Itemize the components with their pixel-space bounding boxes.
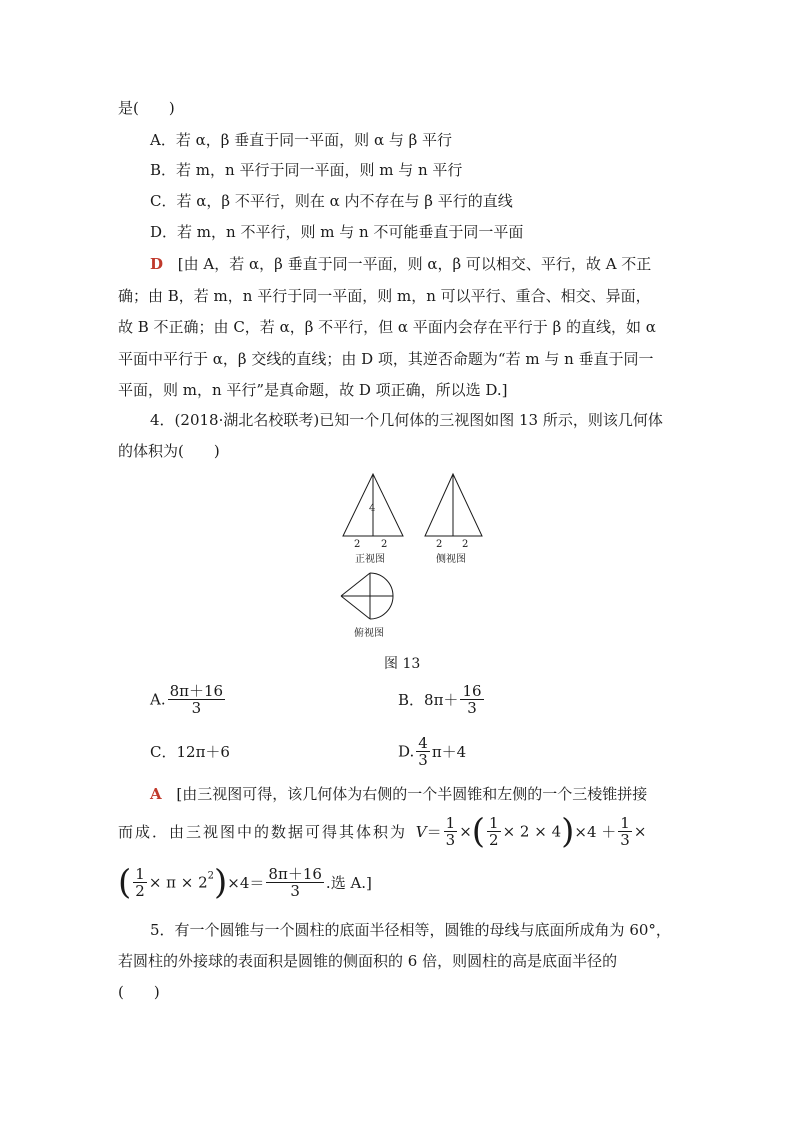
fraction-denominator: 2: [489, 831, 499, 849]
front-view-caption: 正视图: [355, 554, 385, 565]
side-base-right-label: 2: [462, 539, 469, 550]
q4-stem-1: 4．(2018·湖北名校联考)已知一个几何体的三视图如图 13 所示，则该几何体: [150, 411, 663, 429]
side-view: [425, 474, 482, 536]
formula-eq: ＝: [426, 823, 442, 841]
fraction-numerator: 8π＋16: [268, 865, 322, 883]
figure-caption: 图 13: [384, 656, 421, 672]
left-paren: (: [118, 862, 132, 903]
q4-option-b-label: B．: [398, 691, 425, 709]
q3-answer-line: [150, 254, 651, 274]
fraction-denominator: 3: [191, 699, 202, 717]
q4-option-a-label: A.: [150, 690, 166, 709]
left-paren: (: [471, 811, 486, 852]
q3-stem-tail: 是( ): [118, 99, 175, 117]
q4-option-d-label: D.: [398, 742, 415, 761]
front-height-label: 4: [369, 503, 376, 514]
fraction-denominator: 3: [445, 831, 456, 849]
q3-explanation-3: 故 B 不正确；由 C，若 α，β 不平行，但 α 平面内会存在平行于 β 的直线，如 α: [118, 318, 656, 336]
fraction-numerator: 1: [135, 865, 145, 883]
q3-option-c: C．若 α，β 不平行，则在 α 内不存在与 β 平行的直线: [150, 192, 513, 210]
q4-option-b-fraction: [460, 683, 483, 716]
q4-explanation-2-text: 而成．由三视图中的数据可得其体积为: [118, 823, 408, 841]
q4-option-a-fraction: [168, 683, 226, 716]
q3-option-b: B．若 m，n 平行于同一平面，则 m 与 n 平行: [150, 161, 463, 179]
q4-option-c: C．12π＋6: [150, 743, 230, 761]
fraction-denominator: 3: [290, 882, 300, 900]
q3-answer-letter: D: [150, 255, 164, 273]
formula-times-2: ×: [633, 822, 647, 841]
q3-explanation-4: 平面中平行于 α，β 交线的直线；由 D 项，其逆否命题为“若 m 与 n 垂直于同一: [118, 350, 654, 368]
top-view: [341, 573, 393, 619]
side-base-left-label: 2: [436, 539, 443, 550]
fraction-numerator: 1: [620, 814, 630, 832]
q4-explanation-3: [118, 862, 372, 903]
q4-option-b-pre: 8π＋: [424, 691, 459, 709]
q3-explanation-5: 平面，则 m，n 平行”是真命题，故 D 项正确，所以选 D.]: [118, 381, 508, 399]
q4-option-d: [398, 735, 466, 768]
right-paren: ): [561, 811, 575, 852]
fraction-denominator: 2: [135, 882, 145, 900]
front-base-left-label: 2: [354, 539, 361, 550]
fraction-denominator: 3: [620, 831, 630, 849]
q3-explanation-1: [由 A，若 α，β 垂直于同一平面，则 α，β 可以相交、平行，故 A 不正: [177, 255, 652, 273]
formula-square: 2: [207, 870, 215, 882]
formula-times: ×: [459, 822, 472, 841]
formula-times-pi-times: × π × 2: [148, 873, 208, 892]
right-paren: ): [214, 862, 228, 903]
formula-one-half: [487, 815, 501, 848]
formula-times-4-eq: ×4＝: [227, 874, 265, 892]
fraction-denominator: 3: [467, 699, 477, 717]
q3-option-d: D．若 m，n 不平行，则 m 与 n 不可能垂直于同一平面: [150, 223, 524, 241]
q4-option-d-fraction: [416, 735, 430, 768]
q5-stem-3: ( ): [118, 983, 160, 1001]
fraction-denominator: 3: [418, 751, 428, 769]
formula-choose: .选 A.]: [325, 874, 372, 892]
q4-explanation-1: [由三视图可得，该几何体为右侧的一个半圆锥和左侧的一个三棱锥拼接: [176, 785, 648, 803]
q4-option-d-post: π＋4: [431, 743, 467, 761]
q4-answer-letter: A: [150, 785, 162, 803]
fraction-numerator: 1: [489, 814, 499, 832]
q4-stem-2: 的体积为( ): [118, 442, 220, 460]
q5-stem-2: 若圆柱的外接球的表面积是圆锥的侧面积的 6 倍，则圆柱的高是底面半径的: [118, 952, 618, 970]
front-base-right-label: 2: [381, 539, 388, 550]
q4-answer-line: [150, 784, 647, 804]
q4-option-a: [150, 683, 227, 716]
fraction-numerator: 1: [445, 814, 456, 832]
fraction-numerator: 8π＋16: [169, 682, 224, 700]
formula-one-third-2: [618, 815, 632, 848]
q3-option-a: A．若 α，β 垂直于同一平面，则 α 与 β 平行: [150, 131, 453, 149]
formula-one-third: [444, 815, 458, 848]
q4-explanation-2: [118, 811, 647, 852]
formula-times-4-plus: ×4 ＋: [574, 823, 617, 841]
top-view-caption: 俯视图: [354, 628, 384, 639]
side-view-caption: 侧视图: [436, 554, 466, 565]
q5-stem-1: 5．有一个圆锥与一个圆柱的底面半径相等，圆锥的母线与底面所成角为 60°，: [150, 921, 671, 939]
formula-one-half-2: [133, 866, 147, 899]
fraction-numerator: 16: [462, 682, 482, 700]
q4-option-b: [398, 683, 486, 716]
formula-times-2-times-4: × 2 × 4: [502, 822, 562, 841]
formula-result: [266, 866, 324, 899]
q3-explanation-2: 确；由 B，若 m，n 平行于同一平面，则 m，n 可以平行、重合、相交、异面，: [118, 287, 651, 305]
fraction-numerator: 4: [418, 734, 428, 752]
formula-v: V: [415, 822, 427, 841]
